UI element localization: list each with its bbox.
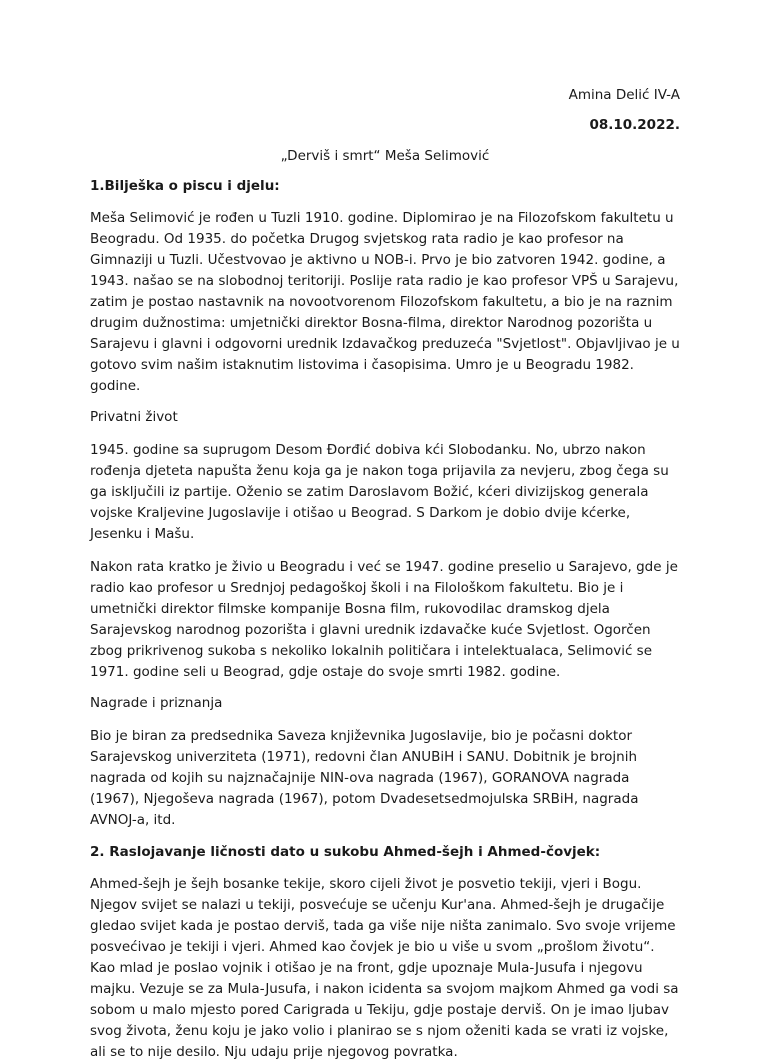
subheading-private-life: Privatni život [90,409,178,425]
paragraph-awards: Bio je biran za predsednika Saveza književnika Jugoslavije, bio je počasni doktor Sarajevskog univerziteta (1971), redovni član ANUBiH i SANU. Dobitnik je brojnih nagrada od kojih su najznačajnije NIN-ova nagrada (1967), GORANOVA nagrada (1967), Njegoševa nagrada (1967), potom Dvadesetsedmojulska SRBiH, nagrada AVNOJ-a, itd. [90,728,639,828]
section-heading-2: 2. Raslojavanje ličnosti dato u sukobu Ahmed-šejh i Ahmed-čovjek: [90,844,601,860]
document-title: „Derviš i smrt“ Meša Selimović [280,148,490,164]
date-line: 08.10.2022. [589,117,680,133]
author-line: Amina Delić IV-A [568,87,680,103]
subheading-awards: Nagrade i priznanja [90,695,223,711]
paragraph-biography: Meša Selimović je rođen u Tuzli 1910. godine. Diplomirao je na Filozofskom fakultetu u Beogradu. Od 1935. do početka Drugog svjetskog rata radio je kao profesor na Gimnaziji u Tuzli. Učestvovao je aktivno u NOB-i. Prvo je bio zatvoren 1942. godine, a 1943. našao se na slobodnoj teritoriji. Poslije rata radio je kao profesor VPŠ u Sarajevu, zatim je postao nastavnik na novootvorenom Filozofskom fakultetu, a bio je na raznim drugim dužnostima: umjetnički direktor Bosna-filma, direktor Narodnog pozorišta u Sarajevu i glavni i odgovorni urednik Izdavačkog preduzeća "Svjetlost". Objavljivao je u gotovo svim našim istaknutim listovima i časopisima. Umro je u Beogradu 1982. godine. [90,210,680,394]
paragraph-after-war: Nakon rata kratko je živio u Beogradu i već se 1947. godine preselio u Sarajevo, gde je radio kao profesor u Srednjoj pedagoškoj školi i na Filološkom fakultetu. Bio je i umetnički direktor filmske kompanije Bosna film, rukovodilac dramskog djela Sarajevskog narodnog pozorišta i glavni urednik izdavačke kuće Svjetlost. Ogorčen zbog prikrivenog sukoba s nekoliko lokalnih političara i intelektualaca, Selimović se 1971. godine seli u Beograd, gdje ostaje do svoje smrti 1982. godine. [90,559,678,680]
paragraph-ahmed: Ahmed-šejh je šejh bosanke tekije, skoro cijeli život je posvetio tekiji, vjeri i Bogu. Njegov svijet se nalazi u tekiji, posvećuje se učenju Kur'ana. Ahmed-šejh je drugačije gledao svijet kada je postao derviš, tada ga više nije ništa zanimalo. Svo svoje vrijeme posvećivao je tekiji i vjeri. Ahmed kao čovjek je bio u više u svom „prošlom životu“. Kao mlad je poslao vojnik i otišao je na front, gdje upoznaje Mula-Jusufa i njegovu majku. Vezuje se za Mula-Jusufa, i nakon icidenta sa svojom majkom Ahmed ga vodi sa sobom u malo mjesto pored Carigrada u Tekiju, gdje postaje derviš. On je imao ljubav svog života, ženu koju je jako volio i planirao se s njom oženiti kada se vrati iz vojske, ali se to nije desilo. Nju udaju prije njegovog povratka. [90,876,679,1060]
paragraph-private-life: 1945. godine sa suprugom Desom Đorđić dobiva kći Slobodanku. No, ubrzo nakon rođenja djeteta napušta ženu koja ga je nakon toga prijavila za nevjeru, zbog čega su ga isključili iz partije. Oženio se zatim Daroslavom Božić, kćeri divizijskog generala vojske Kraljevine Jugoslavije i otišao u Beograd. S Darkom je dobio dvije kćerke, Jesenku i Mašu. [90,442,669,542]
section-heading-1: 1.Bilješka o piscu i djelu: [90,178,280,194]
